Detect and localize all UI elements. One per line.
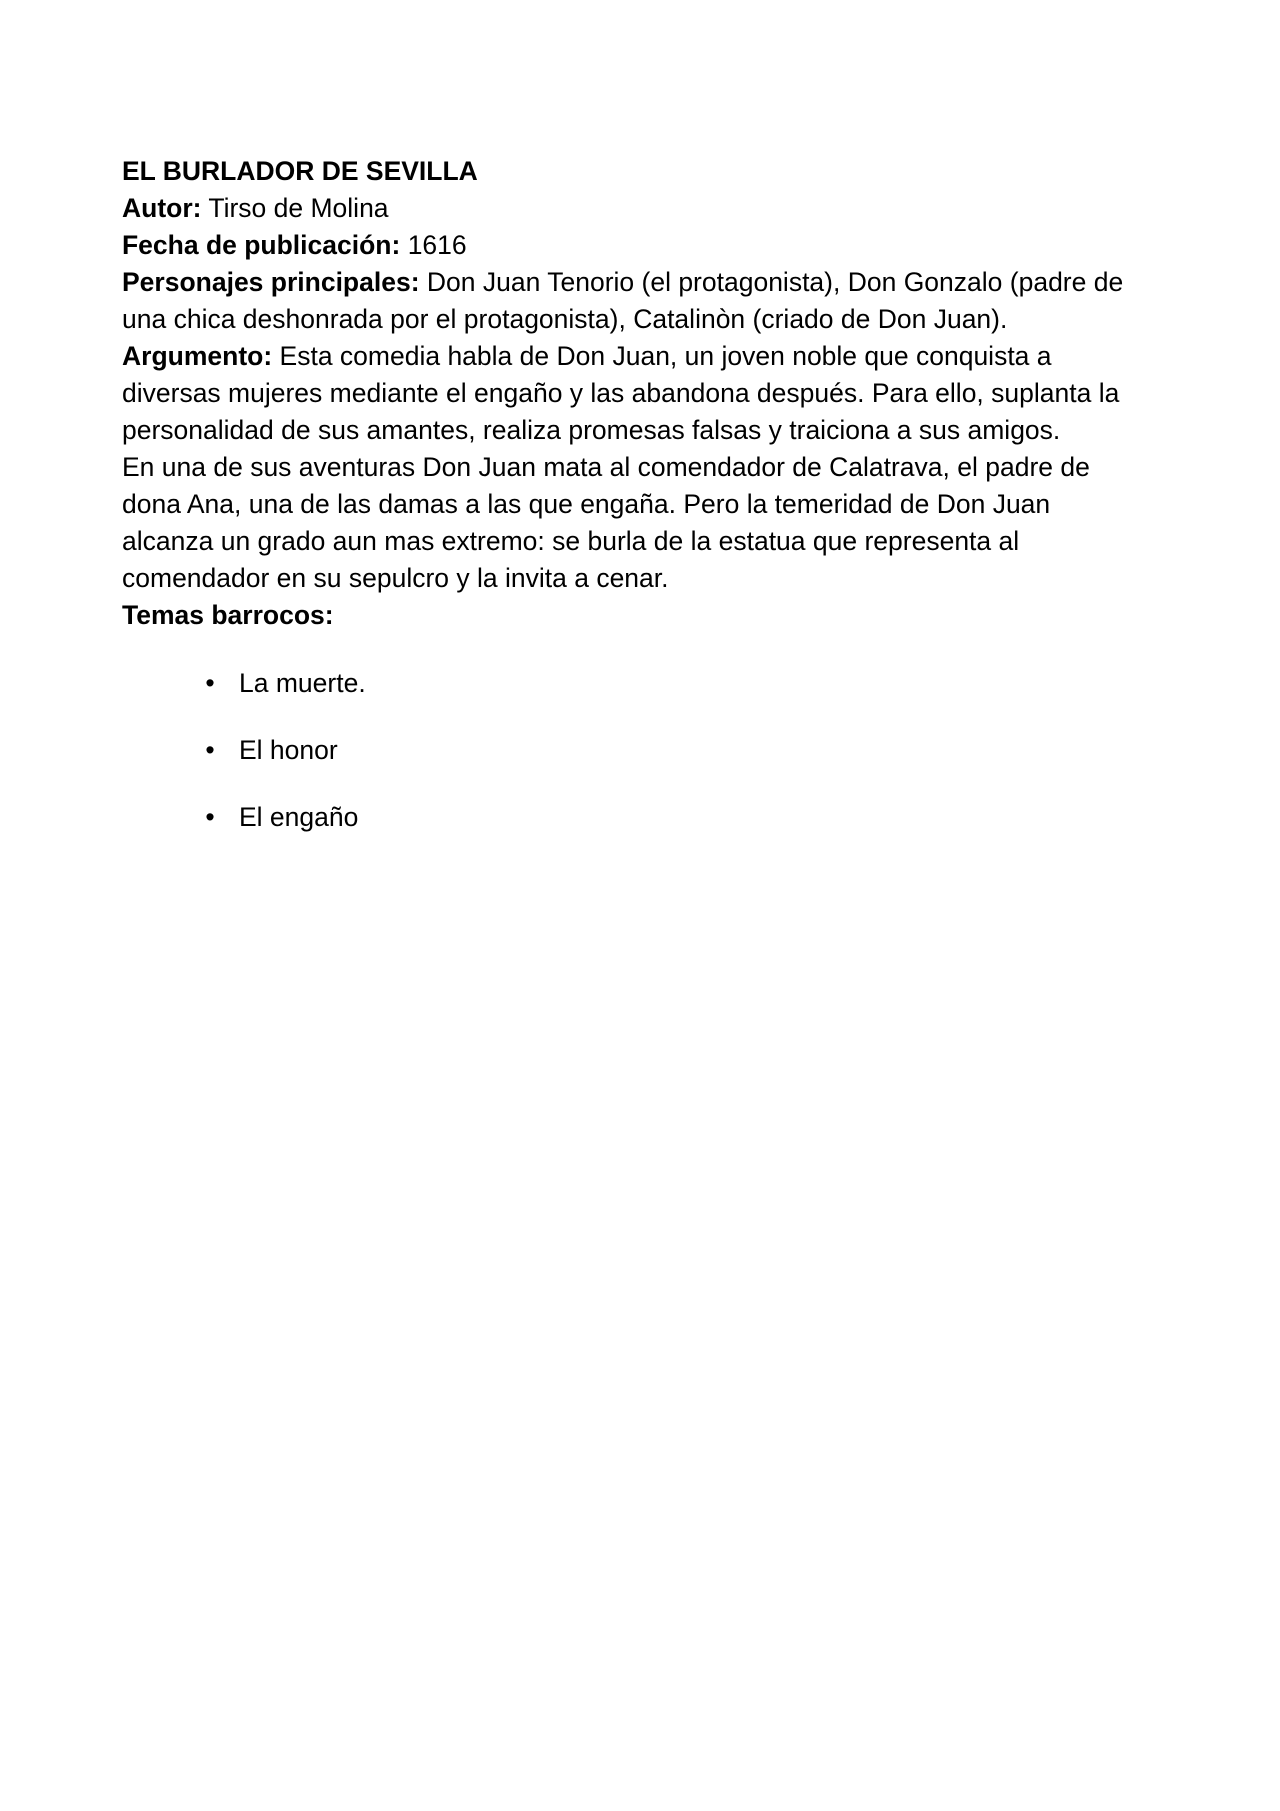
- themes-list: [122, 665, 1162, 866]
- bullet-icon: •: [205, 802, 215, 832]
- list-item: [122, 665, 1162, 732]
- plot-line-5: dona Ana, una de las damas a las que engaña. Pero la temeridad de Don Juan: [122, 489, 1051, 519]
- plot-line-7: comendador en su sepulcro y la invita a cenar.: [122, 563, 669, 593]
- theme-text: El honor: [239, 735, 338, 765]
- author-value: Tirso de Molina: [208, 193, 389, 223]
- plot-label: Argumento:: [122, 341, 273, 371]
- author-line: [122, 190, 1162, 227]
- main-characters-label: Personajes principales:: [122, 267, 420, 297]
- document-content: [122, 153, 1162, 866]
- publication-date-value: 1616: [407, 230, 467, 260]
- plot-line-1: [122, 338, 1162, 375]
- main-characters-line-1: [122, 264, 1162, 301]
- list-item: [122, 732, 1162, 799]
- plot-line-2: diversas mujeres mediante el engaño y las abandona después. Para ello, suplanta la: [122, 378, 1120, 408]
- publication-date-line: [122, 227, 1162, 264]
- main-characters-line-2: una chica deshonrada por el protagonista), Catalinòn (criado de Don Juan).: [122, 304, 1008, 334]
- plot-line-6: alcanza un grado aun mas extremo: se burla de la estatua que representa al: [122, 526, 1020, 556]
- author-label: Autor:: [122, 193, 202, 223]
- theme-text: La muerte.: [239, 668, 366, 698]
- main-characters-text-1: Don Juan Tenorio (el protagonista), Don Gonzalo (padre de: [426, 267, 1124, 297]
- plot-text-1: Esta comedia habla de Don Juan, un joven noble que conquista a: [279, 341, 1052, 371]
- themes-heading: Temas barrocos:: [122, 600, 334, 630]
- theme-text: El engaño: [239, 802, 359, 832]
- plot-line-3: personalidad de sus amantes, realiza promesas falsas y traiciona a sus amigos.: [122, 415, 1061, 445]
- publication-date-label: Fecha de publicación:: [122, 230, 401, 260]
- plot-line-4: En una de sus aventuras Don Juan mata al comendador de Calatrava, el padre de: [122, 452, 1090, 482]
- bullet-icon: •: [205, 735, 215, 765]
- document-title: EL BURLADOR DE SEVILLA: [122, 156, 478, 186]
- bullet-icon: •: [205, 668, 215, 698]
- list-item: [122, 799, 1162, 866]
